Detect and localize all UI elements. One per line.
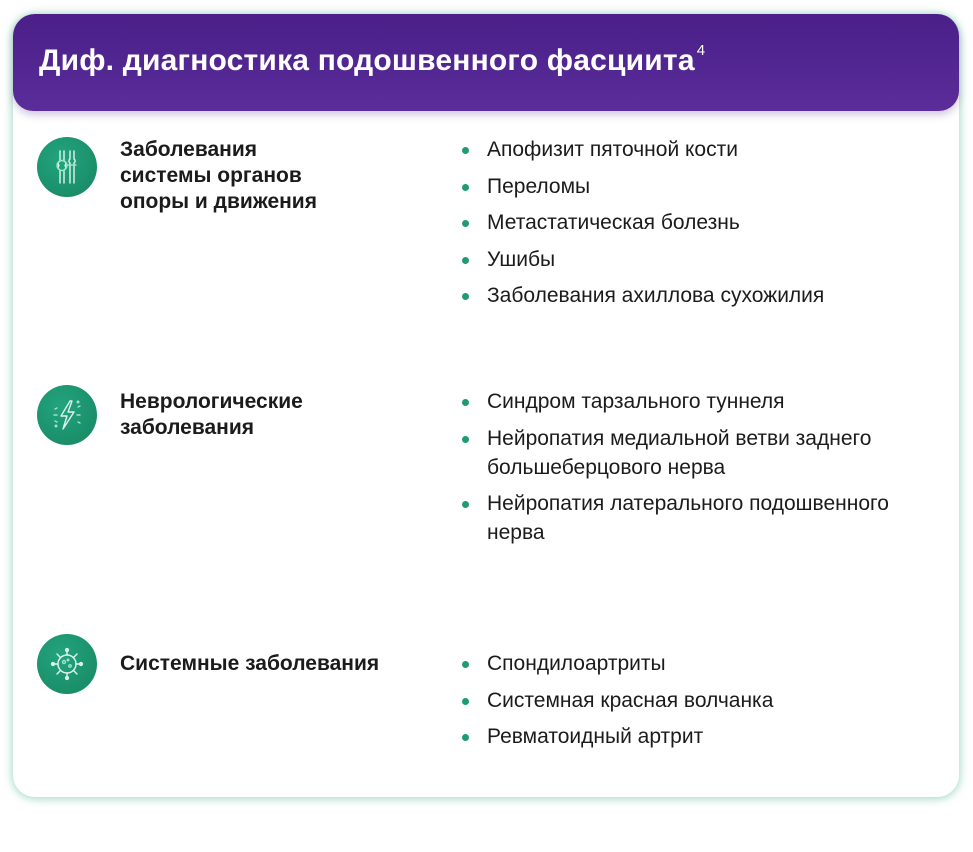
- page-title: [39, 44, 705, 78]
- list-item: Спондилоартриты: [461, 649, 941, 678]
- virus-cell-icon: [37, 634, 97, 694]
- list-item: Апофизит пяточной кости: [461, 135, 941, 164]
- diagnosis-card: [13, 14, 959, 797]
- diagnosis-list: [461, 135, 941, 318]
- section-title: [120, 137, 317, 215]
- section-title-line: системы органов: [120, 164, 302, 187]
- section-title-line: Системные заболевания: [120, 652, 380, 675]
- diagnosis-list: [461, 387, 941, 555]
- list-item: Ревматоидный артрит: [461, 722, 941, 751]
- list-item: Нейропатия латерального подошвенного нерва: [461, 489, 941, 547]
- list-item: Ушибы: [461, 245, 941, 274]
- section-title-line: Неврологические: [120, 390, 303, 413]
- list-item: Синдром тарзального туннеля: [461, 387, 941, 416]
- section-title: [120, 389, 303, 441]
- title-text: Диф. диагностика подошвенного фасциита: [39, 44, 695, 77]
- list-item: Переломы: [461, 172, 941, 201]
- card-header: [13, 14, 959, 111]
- diagnosis-list: [461, 649, 941, 759]
- section-title-line: заболевания: [120, 416, 255, 439]
- list-item: Заболевания ахиллова сухожилия: [461, 281, 941, 310]
- list-item: Нейропатия медиальной ветви заднего большеберцового нерва: [461, 424, 941, 482]
- section-title: [120, 651, 379, 677]
- lightning-nerve-icon: [37, 385, 97, 445]
- footnote-marker: 4: [696, 42, 706, 59]
- section-title-line: опоры и движения: [120, 190, 317, 213]
- list-item: Системная красная волчанка: [461, 686, 941, 715]
- list-item: Метастатическая болезнь: [461, 208, 941, 237]
- bones-joint-icon: [37, 137, 97, 197]
- section-title-line: Заболевания: [120, 138, 258, 161]
